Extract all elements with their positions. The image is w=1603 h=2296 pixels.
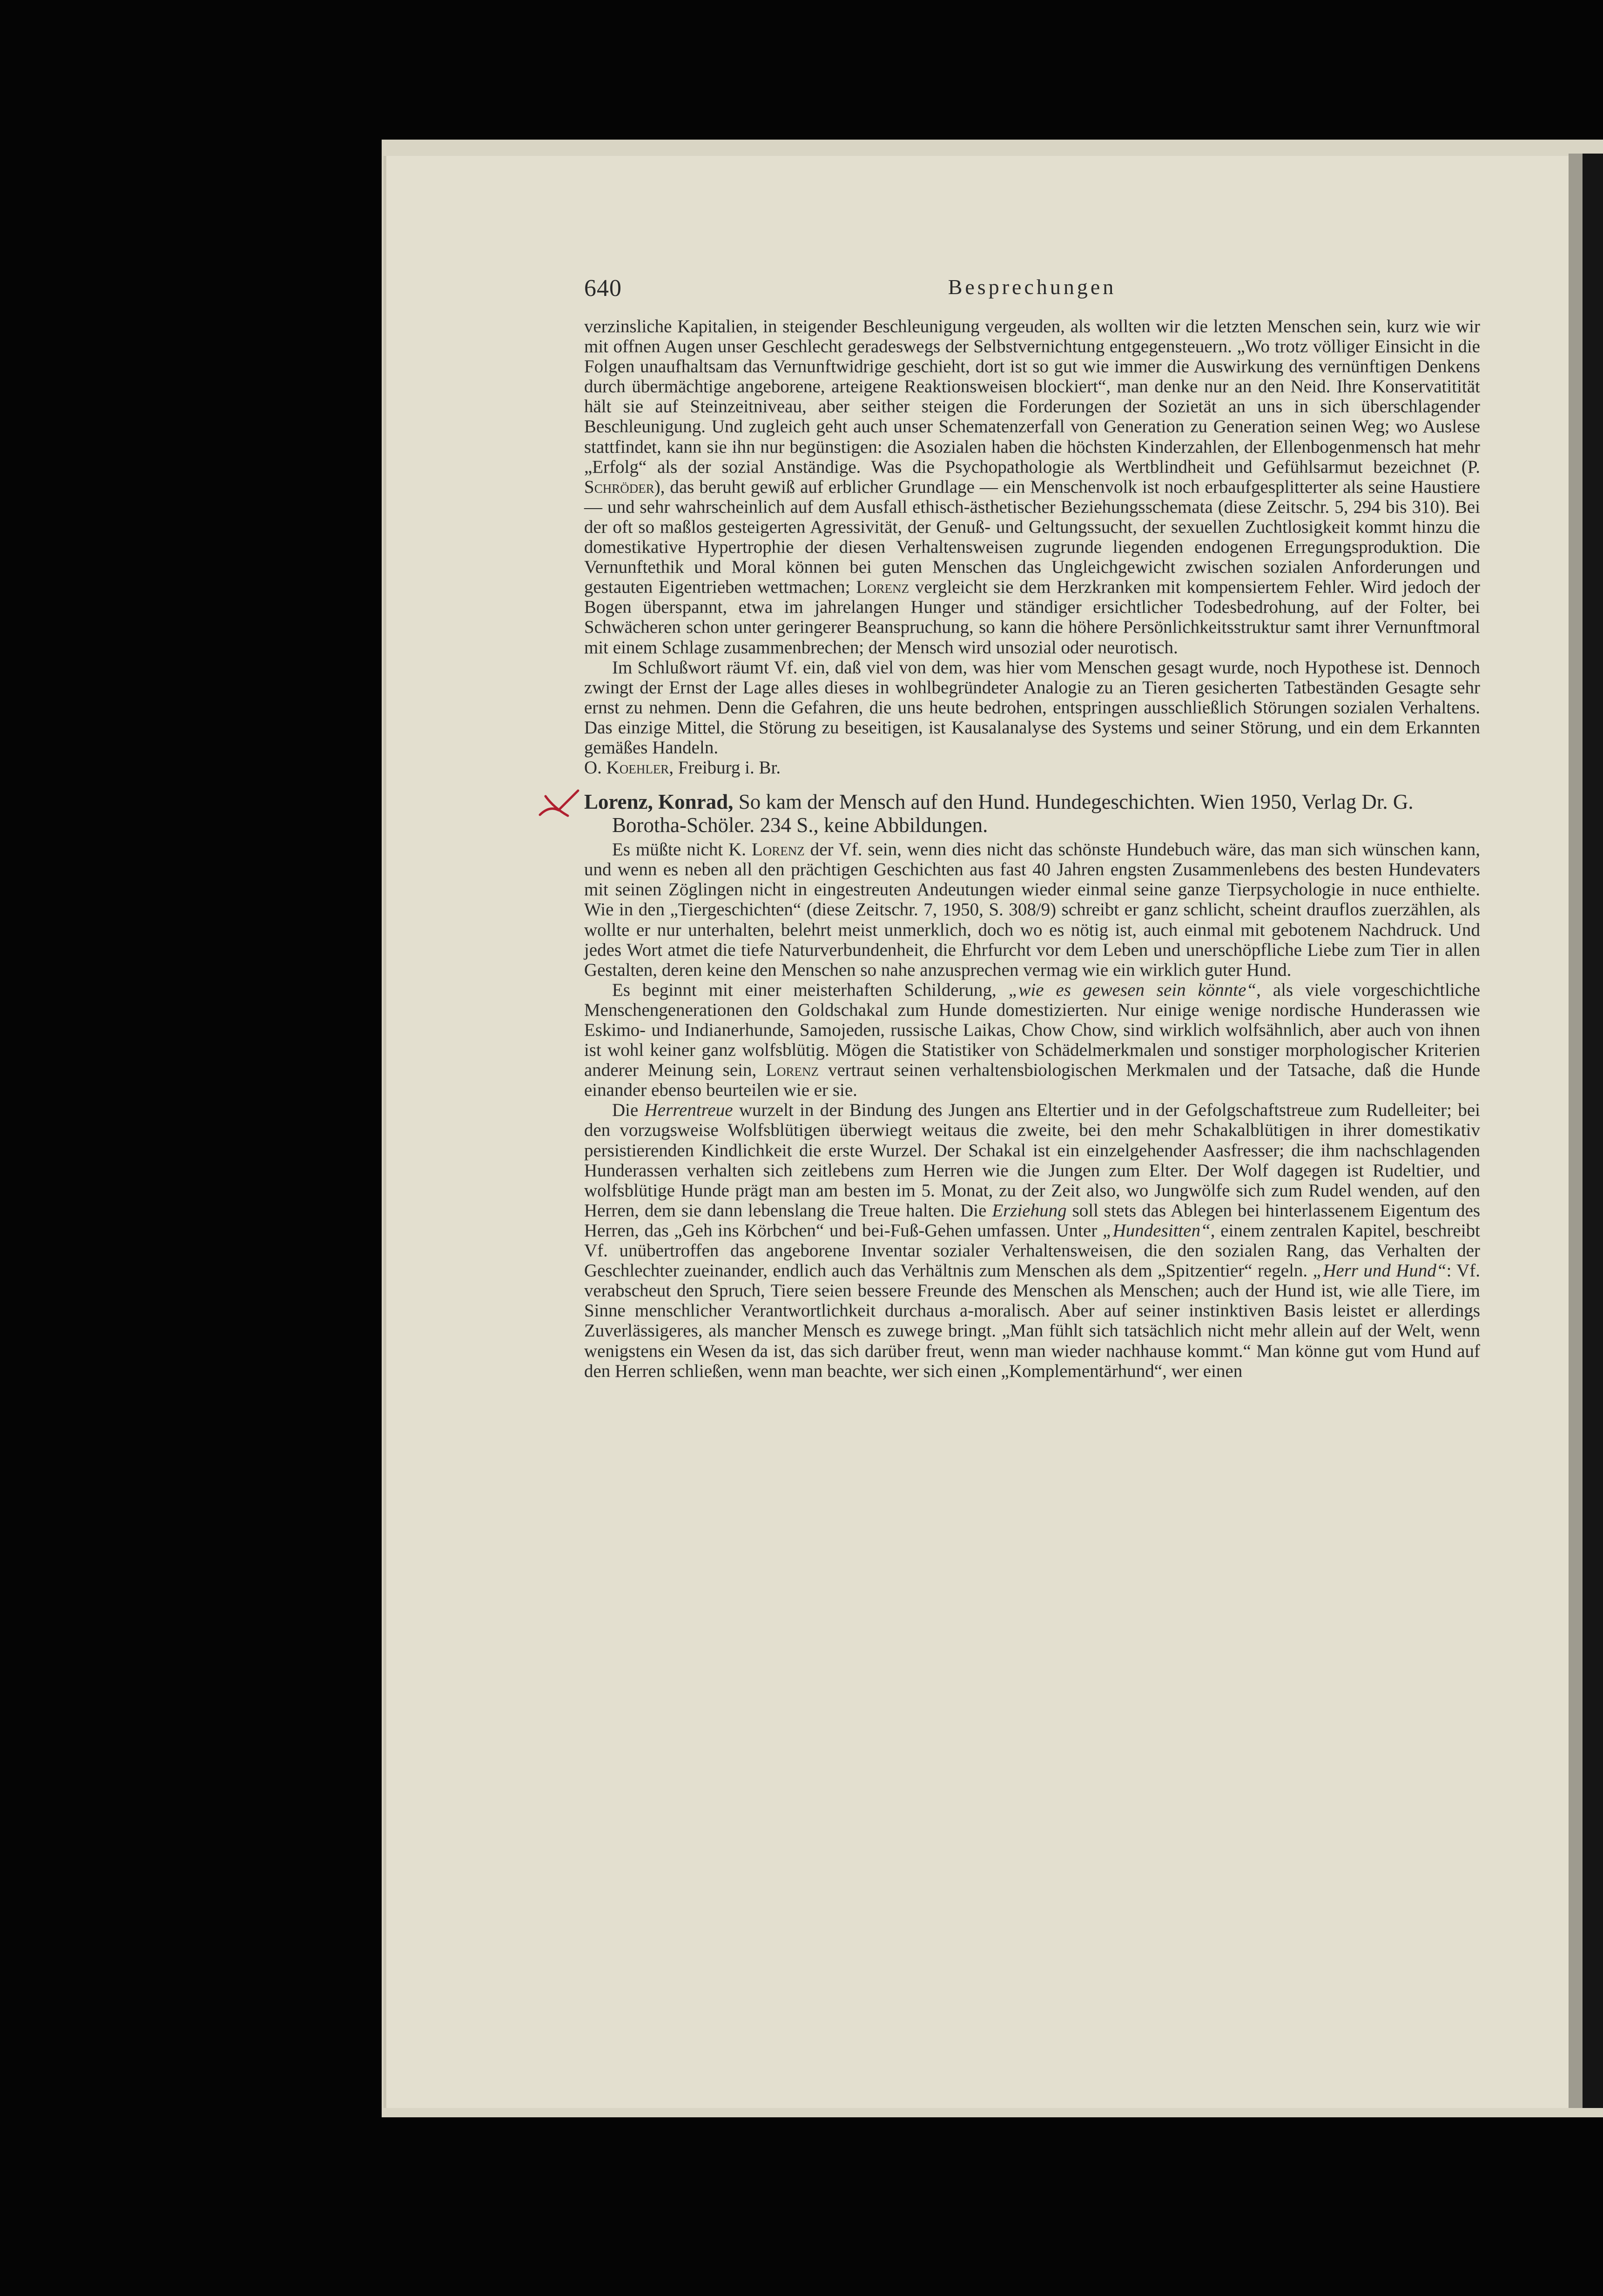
review2-heading (584, 791, 1480, 837)
review1-paragraph-1: verzinsliche Kapitalien, in steigender Beschleunigung vergeuden, als wollten wir die letzten Menschen sein, kurz wie wir mit offnen Augen unser Geschlecht geradeswegs der Selbstvernichtung entgegensteuern. „Wo trotz völliger Einsicht in die Folgen unaufhaltsam das Vernunftwidrige geschieht, dort ist so gut wie immer die Auswirkung des vernünftigen Denkens durch übermächtige angeborene, arteigene Reaktionsweisen blockiert“, man denke nur an den Neid. Ihre Konservatitität hält sie auf Steinzeitniveau, aber seither steigen die Forderungen der Sozietät an uns in sich überschlagender Beschleunigung. Und zugleich geht auch unser Schematenzerfall von Generation zu Generation seinen Weg; wo Auslese stattfindet, kann sie ihn nur begünstigen: die Asozialen haben die höchsten Kinderzahlen, der Ellenbogenmensch hat mehr „Erfolg“ als der sozial Anständige. Was die Psychopathologie als Wertblindheit und Gefühlsarmut bezeichnet (P. Schröder), das beruht gewiß auf erblicher Grundlage — ein Menschenvolk ist noch erbaufgesplitterter als seine Haustiere — und sehr wahrscheinlich auf dem Ausfall ethisch-ästhetischer Beziehungsschemata (diese Zeitschr. 5, 294 bis 310). Bei der oft so maßlos gesteigerten Agressivität, der Genuß- und Geltungssucht, der sexuellen Zuchtlosigkeit kommt hinzu die domestikative Hypertrophie der diesen Verhaltensweisen zugrunde liegenden endogenen Erregungsproduktion. Die Vernunftethik und Moral können bei guten Menschen das Ungleichgewicht zwischen sozialen Anforderungen und gestauten Eigentrieben wettmachen; Lorenz vergleicht sie dem Herzkranken mit kompensiertem Fehler. Wird jedoch der Bogen überspannt, etwa im jahrelangen Hunger und ständiger ersichtlicher Todesbedrohung, auf der Folter, bei Schwächeren schon unter geringerer Beanspruchung, so kann die höhere Persönlichkeitsstruktur samt ihrer Vernunftmoral mit einem Schlage zusammenbrechen; der Mensch wird unsozial oder neurotisch. (584, 316, 1481, 658)
person-name: Lorenz (766, 1060, 819, 1081)
book-gutter (1583, 154, 1603, 2108)
person-name: Lorenz (856, 577, 909, 597)
reviewer-signature: O. Koehler, Freiburg i. Br. (584, 758, 781, 778)
review2-paragraph-1: Es müßte nicht K. Lorenz der Vf. sein, wenn dies nicht das schönste Hundebuch wäre, das man sich wünschen kann, und wenn es neben all den prächtigen Geschichten aus fast 40 Jahren engsten Zusammenlebens des besten Hundevaters mit seinen Zöglingen nicht in eingestreuten Andeutungen wieder einmal seine ganze Tierpsychologie in nuce enthielte. Wie in den „Tiergeschichten“ (diese Zeitschr. 7, 1950, S. 308/9) schreibt er ganz schlicht, scheint drauflos zuerzählen, als wollte er nur unterhalten, belehrt meist unmerklich, doch wo es nötig ist, auch einmal mit gebotenem Nachdruck. Und jedes Wort atmet die tiefe Naturverbundenheit, die Ehrfurcht vor dem Leben und unerschöpfliche Liebe zum Tier in allen Gestalten, deren keine den Menschen so nahe anzusprechen vermag wie ein wirklich guter Hund. (584, 839, 1480, 980)
person-name: Lorenz (751, 839, 805, 860)
page-header (584, 275, 1480, 316)
person-name: Schröder (584, 477, 654, 497)
review2-paragraph-2: Es beginnt mit einer meisterhaften Schilderung, „wie es gewesen sein könnte“, als viele vorgeschichtliche Menschengenerationen den Goldschakal zum Hunde domestizierten. Nur einige wenige nordische Hunderassen wie Eskimo- und Indianerhunde, Samojeden, russische Laikas, Chow Chow, sind wirklich wolfsähnlich, aber auch von ihnen ist wohl keiner ganz wolfsblütig. Mögen die Statistiker von Schädelmerkmalen und sonstiger morphologischer Kriterien anderer Meinung sein, Lorenz vertraut seinen verhaltensbiologischen Merkmalen und der Tatsache, daß die Hunde einander ebenso beurteilen wie er sie. (584, 980, 1481, 1101)
review-koehler (584, 316, 1480, 778)
review1-paragraph-2: Im Schlußwort räumt Vf. ein, daß viel von dem, was hier vom Menschen gesagt wurde, noch Hypothese ist. Dennoch zwingt der Ernst der Lage alles dieses in wohlbegründeter Analogie zu an Tieren gesicherten Tatbeständen Gesagte sehr ernst zu nehmen. Denn die Gefahren, die uns heute bedrohen, entspringen ausschließlich Störungen sozialen Verhaltens. Das einzige Mittel, die Störung zu beseitigen, ist Kausalanalyse des Systems und seiner Störung, und ein dem Erkannten gemäßes Handeln. (584, 657, 1480, 758)
review2-author: Lorenz, Konrad, (584, 790, 734, 814)
page-number: 640 (584, 275, 622, 302)
page-content (584, 275, 1480, 1381)
review2-citation: So kam der Mensch auf den Hund. Hundegeschichten. Wien 1950, Verlag Dr. G. Borotha-Schöler. 234 S., keine Abbildungen. (612, 790, 1414, 837)
running-head: Besprechungen (948, 275, 1117, 299)
pencil-check-mark-icon (535, 787, 582, 829)
review2-paragraph-3: Die Herrentreue wurzelt in der Bindung des Jungen ans Eltertier und in der Gefolgschaftstreue zum Rudelleiter; bei den vorzugsweise Wolfsblütigen überwiegt weitaus die zweite, bei den mehr Schakalblütigen in ihrer domestikativ persistierenden Kindlichkeit die erste Wurzel. Der Schakal ist ein einzelgehender Aasfresser; die ihm nachschlagenden Hunderassen verhalten sich zeitlebens zum Herren wie die Jungen zum Elter. Der Wolf dagegen ist Rudeltier, und wolfsblütige Hunde prägt man am besten im 5. Monat, zu der Zeit also, wo Jungwölfe sich zum Rudel wenden, auf den Herren, dem sie dann lebenslang die Treue halten. Die Erziehung soll stets das Ablegen bei hinterlassenem Eigentum des Herren, das „Geh ins Körbchen“ und bei-Fuß-Gehen umfassen. Unter „Hundesitten“, einem zentralen Kapitel, beschreibt Vf. unübertroffen das angeborene Inventar sozialer Verhaltensweisen, die den sozialen Rang, das Verhalten der Geschlechter zueinander, endlich auch das Verhältnis zum Menschen als dem „Spitzentier“ regeln. „Herr und Hund“: Vf. verabscheut den Spruch, Tiere seien bessere Freunde des Menschen als Menschen; auch der Hund ist, wie alle Tiere, im Sinne menschlicher Verantwortlichkeit durchaus a-moralisch. Aber auf seiner instinktiven Basis leistet er allerdings Zuverlässigeres, als mancher Mensch es zuwege bringt. „Man fühlt sich tatsächlich nicht mehr allein auf der Welt, wenn wenigstens ein Wesen da ist, das sich darüber freut, wenn man wieder nachhause kommt.“ Man könne gut vom Hund auf den Herren schließen, wenn man beachte, wer sich einen „Komplementärhund“, wer einen (584, 1100, 1481, 1381)
review-lorenz-dog-book (584, 839, 1480, 1381)
